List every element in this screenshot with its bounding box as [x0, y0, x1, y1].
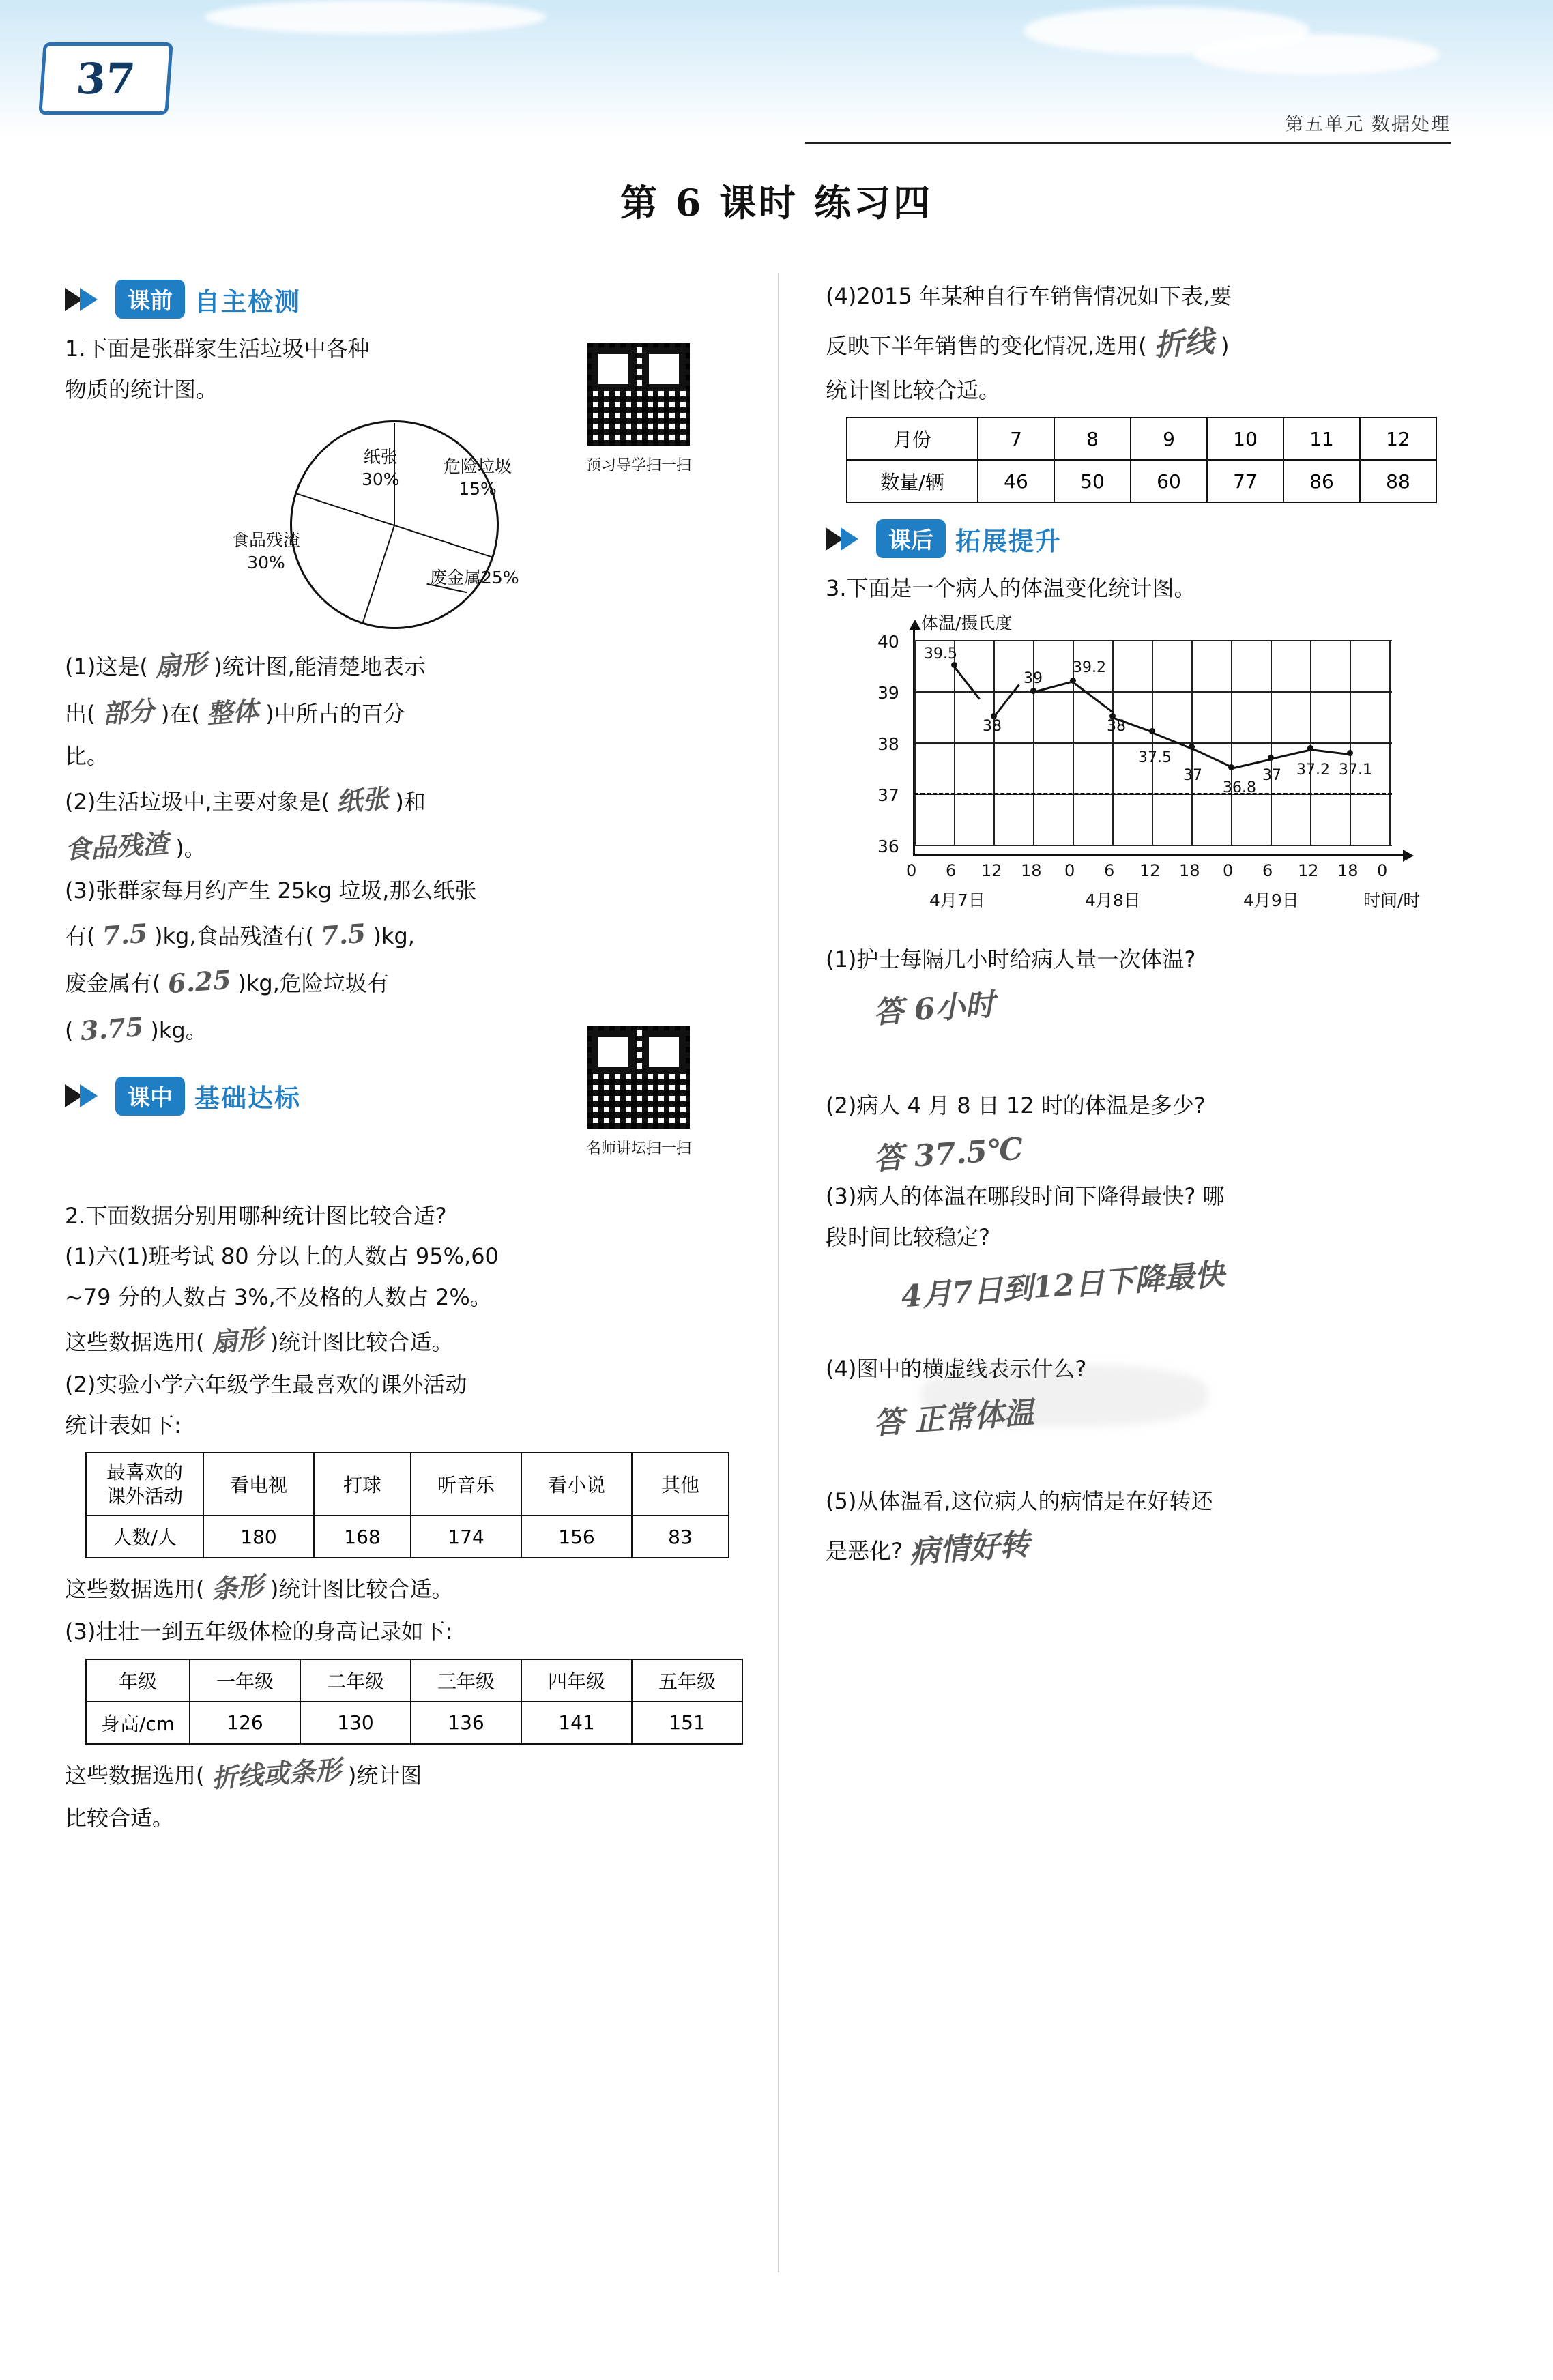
chart-label-7: 36.8: [1223, 779, 1256, 796]
chart-xtick-9: 6: [1262, 860, 1273, 880]
section-post-title: 拓展提升: [955, 525, 1062, 556]
q2-sub3-val-1: 130: [300, 1702, 411, 1744]
q1-sub3-answer-c: 6.25: [166, 963, 232, 1000]
chart-day-label-1: 4月8日: [1085, 890, 1141, 910]
q2-sub1-line2: ~79 分的人数占 3%,不及格的人数占 2%。: [65, 1283, 492, 1310]
chart-label-6: 37: [1183, 766, 1202, 784]
q2-sub2-val-0: 180: [203, 1515, 314, 1558]
q2-sub3-col-2: 三年级: [411, 1659, 521, 1702]
qr-pre-caption: 预习导学扫一扫: [585, 457, 691, 474]
section-post-badge: 课后: [876, 519, 946, 558]
q3-stem: 3.下面是一个病人的体温变化统计图。: [826, 575, 1196, 602]
pencil-icon: [65, 284, 106, 315]
q2-sub2-val-1: 168: [314, 1515, 411, 1558]
qr-pre-block[interactable]: [583, 339, 694, 475]
q2-sub3-val-2: 136: [411, 1702, 521, 1744]
q2-sub2-answer: 条形: [210, 1570, 265, 1606]
chart-label-3: 39.2: [1073, 658, 1106, 676]
q1-sub1-answer-c: 整体: [205, 695, 260, 729]
chart-label-9: 37.2: [1296, 761, 1330, 779]
section-mid-badge: 课中: [115, 1077, 185, 1116]
table-row: [86, 1515, 729, 1558]
hand-icon: [65, 1080, 106, 1112]
q2-sub3-header-label: 年级: [86, 1659, 190, 1702]
chart-xtick-5: 6: [1104, 860, 1115, 880]
unit-header: 第五单元 数据处理: [1285, 114, 1451, 135]
qr-mid-caption: 名师讲坛扫一扫: [585, 1140, 691, 1157]
chart-day-label-2: 4月9日: [1243, 890, 1299, 910]
chart-label-0: 39.5: [924, 645, 957, 663]
q3-sub5-answer: 病情好转: [908, 1526, 1031, 1570]
q2-sub3-row-label: 身高/cm: [86, 1702, 190, 1744]
q4-header-label: 月份: [847, 418, 978, 460]
chart-label-2: 39: [1024, 669, 1043, 687]
q4-val-2: 60: [1131, 460, 1207, 502]
q3-sub3-line2: 段时间比较稳定?: [826, 1223, 990, 1250]
q2-sub2-line3: 这些数据选用( 条形 )统计图比较合适。: [65, 1568, 747, 1608]
chart-xtick-12: 0: [1377, 860, 1388, 880]
q2-sub3-val-3: 141: [521, 1702, 632, 1744]
rocket-icon: [826, 523, 867, 555]
pie-chart: [201, 413, 583, 639]
chart-point: [1149, 728, 1155, 734]
q2-sub2-table: [85, 1452, 729, 1558]
chart-x-arrow: [1403, 850, 1414, 862]
pie-label-hazard: 危险垃圾 15%: [444, 456, 512, 499]
chart-point: [951, 662, 957, 668]
chart-label-4: 38: [1107, 717, 1126, 735]
q2-sub2-col-0: 看电视: [203, 1453, 314, 1515]
section-post-header: [826, 519, 1501, 558]
q3-sub3-line1: (3)病人的体温在哪段时间下降得最快? 哪: [826, 1183, 1225, 1210]
q3-sub4-answer: 答 正常体温: [872, 1395, 1036, 1442]
q4-col-5: 12: [1360, 418, 1436, 460]
table-row: [86, 1702, 742, 1744]
left-column: [65, 280, 747, 1842]
chart-xtick-4: 0: [1064, 860, 1075, 880]
chart-normal-temp-dashed-line: [914, 793, 1392, 795]
q2-sub2-val-2: 174: [411, 1515, 521, 1558]
qr-mid-block[interactable]: [583, 1022, 694, 1158]
chart-xtick-6: 12: [1140, 860, 1161, 880]
q4-line1: (4)2015 年某种自行车销售情况如下表,要: [826, 283, 1232, 309]
chart-ylabel: 体温/摄氏度: [921, 613, 1013, 633]
q2-sub2-val-4: 83: [632, 1515, 729, 1558]
q4-line3: 统计图比较合适。: [826, 377, 1001, 403]
pie-label-metal: 废金属25%: [430, 568, 519, 588]
q2-sub2-col-4: 其他: [632, 1453, 729, 1515]
q1-stem-line2: 物质的统计图。: [65, 376, 218, 403]
q4-val-4: 86: [1283, 460, 1360, 502]
chart-label-5: 37.5: [1138, 749, 1172, 766]
q2-sub3-table: [85, 1659, 743, 1745]
q4-col-0: 7: [978, 418, 1054, 460]
section-pre-title: 自主检测: [194, 286, 301, 317]
pie-label-paper: 纸张 30%: [362, 447, 400, 489]
chart-ytick-38: 38: [877, 734, 899, 754]
qr-code-pre[interactable]: [583, 339, 694, 450]
q2-sub1-answer: 扇形: [210, 1323, 265, 1358]
q4-val-3: 77: [1207, 460, 1283, 502]
q1-sub1-answer-b: 部分: [101, 695, 156, 729]
q4-col-3: 10: [1207, 418, 1283, 460]
table-row: [86, 1659, 742, 1702]
q1-sub3-answer-b: 7.5: [319, 917, 367, 952]
chart-y-arrow: [909, 620, 921, 630]
q2-sub2-col-3: 看小说: [521, 1453, 632, 1515]
page-number: 37: [38, 42, 173, 115]
chart-xlabel: 时间/时: [1363, 890, 1421, 910]
chart-label-10: 37.1: [1339, 761, 1372, 779]
chart-xtick-1: 6: [946, 860, 957, 880]
chart-ytick-37: 37: [877, 785, 899, 805]
q1-sub2-lineB: 食品残渣 )。: [65, 827, 747, 867]
chart-point: [1347, 750, 1353, 756]
q1-sub3-answer-a: 7.5: [101, 917, 149, 952]
chart-label-8: 37: [1262, 766, 1281, 784]
q1-sub2-answer-b: 食品残渣: [63, 828, 170, 866]
section-mid-title: 基础达标: [194, 1083, 301, 1114]
chart-xtick-2: 12: [981, 860, 1002, 880]
q1-sub1-lineB: 出( 部分 )在( 整体 )中所占的百分: [65, 693, 747, 733]
chart-grid: [914, 640, 1392, 845]
q1-sub1-answer-a: 扇形: [154, 648, 208, 682]
table-row: [847, 460, 1436, 502]
q2-sub3-line4: 比较合适。: [65, 1804, 175, 1831]
section-mid-header: [65, 1077, 301, 1116]
temperature-line-chart: [853, 615, 1440, 936]
q2-sub3-col-0: 一年级: [190, 1659, 300, 1702]
q2-sub2-row-label: 人数/人: [86, 1515, 203, 1558]
q4-col-4: 11: [1283, 418, 1360, 460]
chart-point: [1070, 678, 1076, 684]
q3-sub4-text: (4)图中的横虚线表示什么?: [826, 1356, 1087, 1382]
qr-code-mid[interactable]: [583, 1022, 694, 1133]
q2-sub3-col-3: 四年级: [521, 1659, 632, 1702]
section-pre-header: [65, 280, 747, 319]
pencil-smudge: [921, 1365, 1208, 1426]
q4-val-1: 50: [1054, 460, 1131, 502]
q2-sub3-val-0: 126: [190, 1702, 300, 1744]
chart-xtick-10: 12: [1298, 860, 1319, 880]
q1-sub1-lineA: [65, 645, 747, 686]
chart-ytick-36: 36: [877, 836, 899, 856]
q2-sub2-line1: (2)实验小学六年级学生最喜欢的课外活动: [65, 1372, 467, 1398]
column-divider: [778, 273, 779, 2272]
page-title: 第 6 课时 练习四: [620, 181, 933, 224]
chart-day-label-0: 4月7日: [929, 890, 985, 910]
q3-sub5-line1: (5)从体温看,这位病人的病情是在好转还: [826, 1488, 1213, 1514]
q1-sub3-lineD: ( 3.75 )kg。: [65, 1009, 747, 1049]
q2-sub3-line3: 这些数据选用( 折线或条形 )统计图: [65, 1754, 747, 1795]
q1-sub1-lineC: 比。: [65, 742, 109, 769]
table-row: [86, 1453, 729, 1515]
chart-ytick-40: 40: [877, 631, 899, 652]
q4-line2: 反映下半年销售的变化情况,选用( 折线 ): [826, 321, 1501, 367]
q1-stem-line1: 1.下面是张群家生活垃圾中各种: [65, 336, 370, 362]
q1-sub1-text-a: (1)这是(: [65, 654, 148, 680]
q3-sub1-answer: 答 6小时: [872, 987, 996, 1030]
q4-answer: 折线: [1152, 323, 1215, 363]
q3-sub3-answer: 4月7日到12日下降最快: [900, 1257, 1225, 1315]
q1-sub3-answer-d: 3.75: [79, 1011, 145, 1046]
q3-sub5-line2: 是恶化? 病情好转: [826, 1526, 1501, 1572]
chart-point: [1268, 755, 1274, 761]
q3-sub2-text: (2)病人 4 月 8 日 12 时的体温是多少?: [826, 1092, 1206, 1118]
q2-sub3-col-1: 二年级: [300, 1659, 411, 1702]
header-divider: [805, 142, 1451, 144]
q1-sub2-answer-a: 纸张: [335, 782, 390, 817]
q4-col-1: 8: [1054, 418, 1131, 460]
table-row: [847, 418, 1436, 460]
q1-sub3-lineB: 有( 7.5 )kg,食品残渣有( 7.5 )kg,: [65, 915, 747, 955]
chart-xtick-8: 0: [1223, 860, 1234, 880]
q4-val-5: 88: [1360, 460, 1436, 502]
q4-val-0: 46: [978, 460, 1054, 502]
q2-sub1-line3: 这些数据选用( 扇形 )统计图比较合适。: [65, 1321, 747, 1361]
chart-xtick-7: 18: [1179, 860, 1200, 880]
chart-ytick-39: 39: [877, 682, 899, 703]
q4-row-label: 数量/辆: [847, 460, 978, 502]
q2-sub2-val-3: 156: [521, 1515, 632, 1558]
q2-sub1-line1: (1)六(1)班考试 80 分以上的人数占 95%,60: [65, 1243, 499, 1270]
chart-xtick-11: 18: [1337, 860, 1359, 880]
q4-table: [846, 417, 1437, 503]
q2-stem: 2.下面数据分别用哪种统计图比较合适?: [65, 1202, 447, 1229]
chart-point: [1228, 764, 1234, 770]
chart-label-1: 38: [983, 717, 1002, 735]
chart-x-axis: [913, 854, 1404, 856]
q1-sub3-lineA: (3)张群家每月约产生 25kg 垃圾,那么纸张: [65, 877, 477, 904]
q3-sub2-answer: 答 37.5℃: [872, 1131, 1025, 1177]
q2-sub2-header-label: 最喜欢的 课外活动: [86, 1453, 203, 1515]
q4-col-2: 9: [1131, 418, 1207, 460]
q2-sub3-line1: (3)壮壮一到五年级体检的身高记录如下:: [65, 1619, 453, 1645]
chart-point: [1307, 745, 1313, 751]
chart-xtick-0: 0: [906, 860, 917, 880]
q2-sub3-col-4: 五年级: [632, 1659, 742, 1702]
pie-label-food: 食品残渣 30%: [232, 530, 301, 572]
q2-sub2-line2: 统计表如下:: [65, 1412, 182, 1438]
chart-xtick-3: 18: [1021, 860, 1042, 880]
chart-point: [1030, 688, 1036, 694]
q3-sub1-text: (1)护士每隔几小时给病人量一次体温?: [826, 946, 1196, 972]
q1-sub3-lineC: 废金属有( 6.25 )kg,危险垃圾有: [65, 962, 747, 1002]
q2-sub2-col-1: 打球: [314, 1453, 411, 1515]
q2-sub2-col-2: 听音乐: [411, 1453, 521, 1515]
q2-sub3-answer: 折线或条形: [210, 1754, 342, 1794]
chart-point: [1189, 744, 1195, 750]
q1-sub2-lineA: (2)生活垃圾中,主要对象是( 纸张 )和: [65, 781, 747, 821]
q1-sub1-text-b: )统计图,能清楚地表示: [214, 654, 426, 680]
section-pre-badge: 课前: [115, 280, 185, 319]
q2-sub3-val-4: 151: [632, 1702, 742, 1744]
